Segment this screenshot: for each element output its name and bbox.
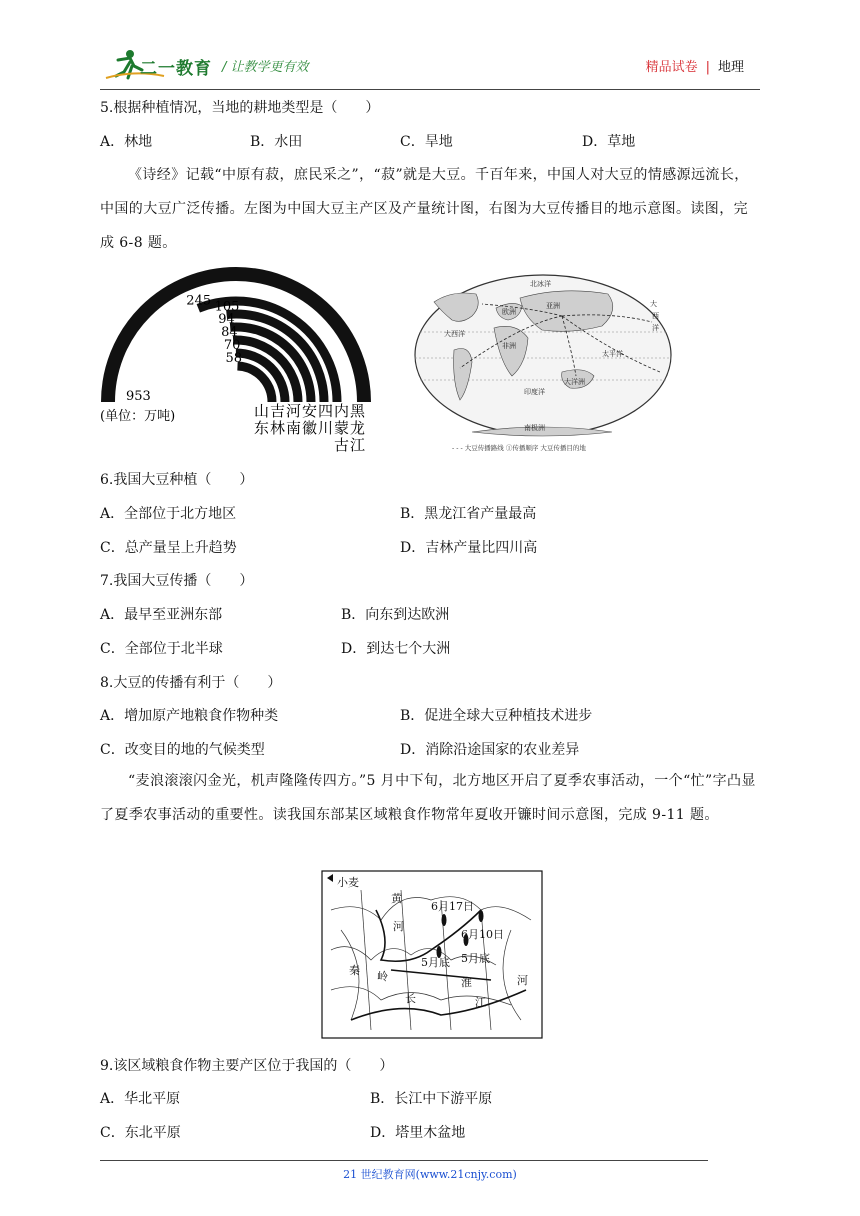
q9-stem: 9.该区域粮食作物主要产区位于我国的（ ） xyxy=(100,1058,394,1074)
chart-category-label: 川 xyxy=(318,419,334,437)
chart-arc-bar xyxy=(238,366,273,402)
wheat-map-label-huai: 淮 xyxy=(461,976,472,989)
q8-stem: 8.大豆的传播有利于（ ） xyxy=(100,675,282,691)
map-label-africa: 非洲 xyxy=(502,342,516,350)
map-label-da: 大 xyxy=(650,300,657,308)
header-separator: | xyxy=(705,60,710,75)
chart-value-label: 94 xyxy=(218,312,235,328)
q5-option-b: B．水田 xyxy=(250,134,303,150)
q5-option-d: D．草地 xyxy=(582,134,636,150)
q8-option-a: A．增加原产地粮食作物种类 xyxy=(100,708,279,724)
chart-category-label: 蒙 xyxy=(334,419,350,437)
header-right xyxy=(646,56,744,75)
q5-option-a: A．林地 xyxy=(100,134,153,150)
map-label-atlantic: 大西洋 xyxy=(444,330,465,338)
header-divider xyxy=(100,89,760,90)
q8-option-b: B．促进全球大豆种植技术进步 xyxy=(400,708,593,724)
wheat-harvest-map xyxy=(321,870,543,1040)
q7-stem: 7.我国大豆传播（ ） xyxy=(100,573,254,589)
chart-category-label: 古 xyxy=(334,436,350,454)
map-label-antarctica: 南极洲 xyxy=(524,424,545,432)
map-label-oceania: 大洋洲 xyxy=(564,378,585,386)
chart-category-label: 徽 xyxy=(302,419,318,437)
wheat-map-label-he: 河 xyxy=(393,920,404,933)
wheat-map-label-date-0617: 6月17日 xyxy=(431,900,474,913)
q6-stem: 6.我国大豆种植（ ） xyxy=(100,472,254,488)
chart-category-label: 南 xyxy=(286,419,302,437)
q9-option-d: D．塔里木盆地 xyxy=(370,1125,466,1141)
map-label-indian: 印度洋 xyxy=(524,388,545,396)
q8-option-d: D．消除沿途国家的农业差异 xyxy=(400,742,580,758)
wheat-map-label-qin: 秦 xyxy=(349,964,360,977)
q8-option-c: C．改变目的地的气候类型 xyxy=(100,742,265,758)
chart-category-label: 黑 xyxy=(350,402,366,420)
chart-value-label: 245 xyxy=(186,293,212,309)
q7-option-c: C．全部位于北半球 xyxy=(100,641,223,657)
q6-option-b: B．黑龙江省产量最高 xyxy=(400,506,537,522)
soybean-production-chart xyxy=(96,260,386,460)
footer-source: 21 世纪教育网(www.21cnjy.com) xyxy=(343,1168,517,1181)
q9-option-c: C．东北平原 xyxy=(100,1125,181,1141)
chart-category-label: 山 xyxy=(254,402,270,420)
chart-category-label: 吉 xyxy=(270,402,286,420)
wheat-map-label-date-0610: 6月10日 xyxy=(461,928,504,941)
chart-category-label: 林 xyxy=(270,419,286,437)
passage-soybean: 《诗经》记载“中原有菽，庶民采之”，“菽”就是大豆。千百年来，中国人对大豆的情感源远流长，中国的大豆广泛传播。左图为中国大豆主产区及产量统计图，右图为大豆传播目的地示意图。读图，完成 6-8 题。 xyxy=(100,167,749,251)
chart-value-label: 105 xyxy=(214,299,240,315)
slogan: / 让教学更有效 xyxy=(222,60,309,75)
wheat-map-label-ling: 岭 xyxy=(377,970,388,983)
logo-text: 二一教育 xyxy=(140,59,212,79)
wheat-map-label-huang: 黄 xyxy=(391,892,402,905)
map-legend: - - - 大豆传播路线 ①传播顺序 大豆传播目的地 xyxy=(452,444,586,452)
chart-value-label: 84 xyxy=(221,325,238,341)
chart-category-label: 四 xyxy=(318,402,334,420)
q6-option-a: A．全部位于北方地区 xyxy=(100,506,237,522)
chart-category-label: 河 xyxy=(286,402,302,420)
chart-category-label: 龙 xyxy=(350,419,366,437)
map-label-xi: 西 xyxy=(652,312,659,320)
chart-category-label: 江 xyxy=(350,436,366,454)
q7-option-b: B．向东到达欧洲 xyxy=(341,607,450,623)
q6-option-d: D．吉林产量比四川高 xyxy=(400,540,538,556)
chart-value-label: 58 xyxy=(225,351,243,366)
map-label-pacific: 太平洋 xyxy=(602,350,623,358)
wheat-map-label-chang: 长 xyxy=(405,992,416,1005)
q9-option-a: A．华北平原 xyxy=(100,1091,181,1107)
wheat-map-label-may-end-2: 5月底 xyxy=(461,952,490,965)
map-label-asia: 亚洲 xyxy=(546,302,560,310)
passage-wheat-harvest: “麦浪滚滚闪金光，机声隆隆传四方。”5 月中下旬，北方地区开启了夏季农事活动，一个“忙”字凸显了夏季农事活动的重要性。读我国东部某区域粮食作物常年夏收开镰时间示意图，完成 9-11 题。 xyxy=(100,773,756,823)
wheat-map-label-may-end-1: 5月底 xyxy=(421,956,450,969)
exam-tag: 精品试卷 xyxy=(645,60,698,75)
map-label-europe: 欧洲 xyxy=(502,308,516,316)
q6-option-c: C．总产量呈上升趋势 xyxy=(100,540,237,556)
subject-label: 地理 xyxy=(717,60,744,75)
q5-option-c: C．旱地 xyxy=(400,134,453,150)
wheat-legend: 小麦 xyxy=(337,876,359,889)
q5-stem: 5.根据种植情况，当地的耕地类型是（ ） xyxy=(100,100,380,116)
chart-unit-label: (单位：万吨) xyxy=(100,409,176,424)
soybean-spread-world-map xyxy=(412,272,674,454)
q7-option-a: A．最早至亚洲东部 xyxy=(100,607,223,623)
chart-category-label: 安 xyxy=(302,402,318,420)
wheat-map-label-jiang: 江 xyxy=(475,996,486,1009)
chart-category-label: 东 xyxy=(254,419,270,437)
map-label-yang: 洋 xyxy=(652,324,659,332)
footer-divider xyxy=(100,1160,708,1161)
wheat-map-label-he2: 河 xyxy=(517,974,528,987)
chart-value-label: 70 xyxy=(223,338,241,353)
chart-category-label: 内 xyxy=(334,402,350,420)
chart-value-label: 953 xyxy=(126,389,151,404)
q7-option-d: D．到达七个大洲 xyxy=(341,641,451,657)
map-label-arctic: 北冰洋 xyxy=(530,280,551,288)
q9-option-b: B．长江中下游平原 xyxy=(370,1091,493,1107)
